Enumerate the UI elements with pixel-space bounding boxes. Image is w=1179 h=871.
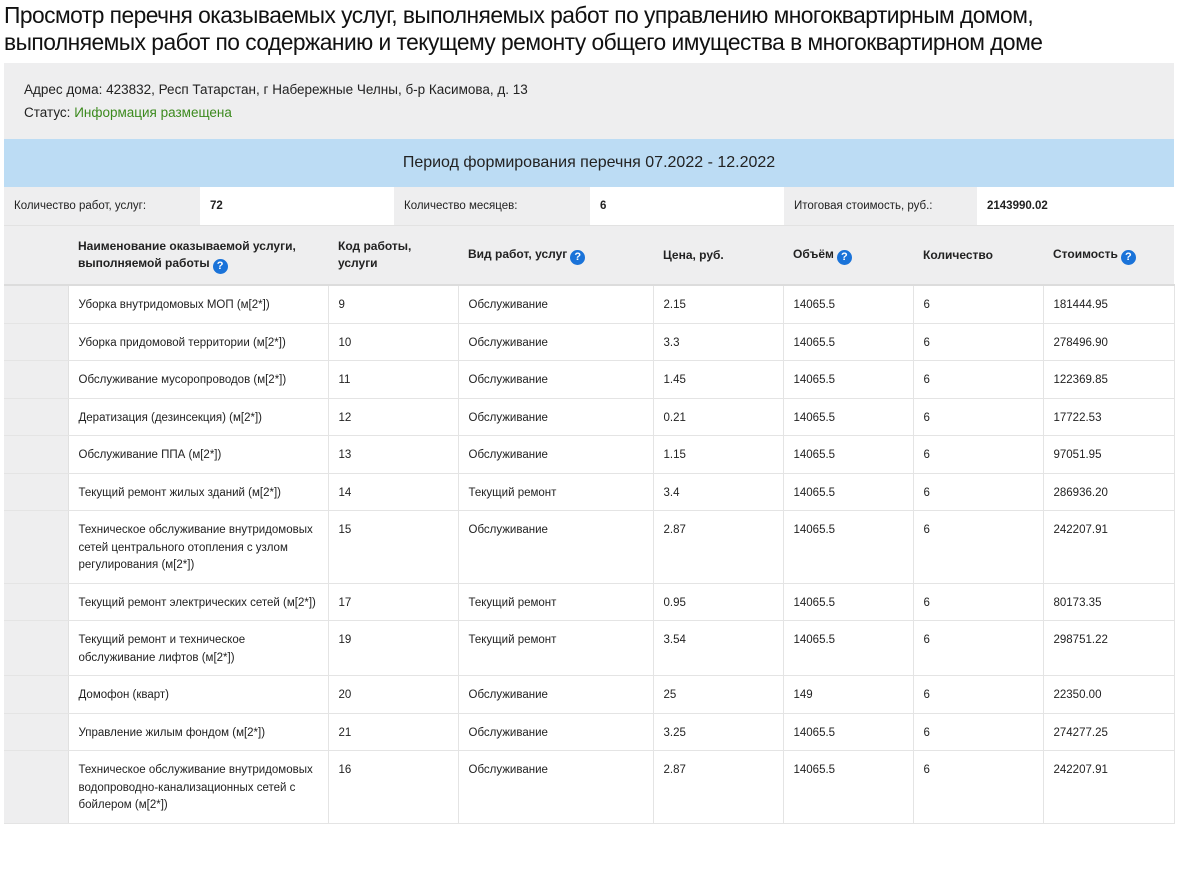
cell-quantity: 6 bbox=[913, 398, 1043, 436]
cell-price: 25 bbox=[653, 676, 783, 714]
cell-quantity: 6 bbox=[913, 361, 1043, 399]
cell-code: 11 bbox=[328, 361, 458, 399]
cell-code: 15 bbox=[328, 511, 458, 584]
cell-name: Обслуживание ППА (м[2*]) bbox=[68, 436, 328, 474]
cell-price: 3.25 bbox=[653, 713, 783, 751]
cell-price: 0.21 bbox=[653, 398, 783, 436]
cell-type: Обслуживание bbox=[458, 361, 653, 399]
row-number-cell bbox=[4, 361, 68, 399]
table-row bbox=[4, 713, 1174, 751]
cell-quantity: 6 bbox=[913, 621, 1043, 676]
cell-code: 16 bbox=[328, 751, 458, 824]
cell-quantity: 6 bbox=[913, 285, 1043, 323]
cell-quantity: 6 bbox=[913, 713, 1043, 751]
header-quantity bbox=[913, 226, 1043, 285]
question-circle-icon[interactable]: ? bbox=[213, 259, 228, 274]
cell-volume: 14065.5 bbox=[783, 398, 913, 436]
address-label: Адрес дома: bbox=[24, 82, 103, 97]
cell-cost: 242207.91 bbox=[1043, 511, 1174, 584]
header-name-label: Наименование оказываемой услуги, выполняемой работы bbox=[78, 239, 296, 270]
table-row bbox=[4, 361, 1174, 399]
cell-quantity: 6 bbox=[913, 511, 1043, 584]
status-label: Статус: bbox=[24, 105, 71, 120]
summary-bar bbox=[4, 187, 1174, 226]
works-count-label: Количество работ, услуг: bbox=[4, 187, 200, 225]
cell-volume: 14065.5 bbox=[783, 621, 913, 676]
question-circle-icon[interactable]: ? bbox=[837, 250, 852, 265]
header-price bbox=[653, 226, 783, 285]
cell-cost: 242207.91 bbox=[1043, 751, 1174, 824]
table-row bbox=[4, 511, 1174, 584]
cell-cost: 22350.00 bbox=[1043, 676, 1174, 714]
header-volume bbox=[783, 226, 913, 285]
cell-volume: 14065.5 bbox=[783, 751, 913, 824]
cell-quantity: 6 bbox=[913, 751, 1043, 824]
header-quantity-label: Количество bbox=[923, 247, 993, 262]
cell-price: 1.15 bbox=[653, 436, 783, 474]
cell-cost: 298751.22 bbox=[1043, 621, 1174, 676]
row-number-cell bbox=[4, 713, 68, 751]
cell-code: 13 bbox=[328, 436, 458, 474]
cell-quantity: 6 bbox=[913, 473, 1043, 511]
table-row bbox=[4, 398, 1174, 436]
cell-type: Текущий ремонт bbox=[458, 621, 653, 676]
question-circle-icon[interactable]: ? bbox=[1121, 250, 1136, 265]
header-type bbox=[458, 226, 653, 285]
cell-code: 21 bbox=[328, 713, 458, 751]
total-cost-value: 2143990.02 bbox=[987, 200, 1048, 212]
cell-cost: 286936.20 bbox=[1043, 473, 1174, 511]
row-number-cell bbox=[4, 676, 68, 714]
cell-price: 2.87 bbox=[653, 751, 783, 824]
cell-name: Управление жилым фондом (м[2*]) bbox=[68, 713, 328, 751]
services-table-wrapper bbox=[4, 226, 1174, 824]
table-row bbox=[4, 751, 1174, 824]
row-number-cell bbox=[4, 751, 68, 824]
address-value: 423832, Респ Татарстан, г Набережные Челны, б-р Касимова, д. 13 bbox=[106, 82, 528, 97]
cell-code: 9 bbox=[328, 285, 458, 323]
cell-cost: 17722.53 bbox=[1043, 398, 1174, 436]
cell-quantity: 6 bbox=[913, 676, 1043, 714]
cell-volume: 14065.5 bbox=[783, 436, 913, 474]
cell-name: Текущий ремонт электрических сетей (м[2*]) bbox=[68, 583, 328, 621]
cell-price: 0.95 bbox=[653, 583, 783, 621]
cell-volume: 14065.5 bbox=[783, 713, 913, 751]
cell-cost: 97051.95 bbox=[1043, 436, 1174, 474]
cell-code: 17 bbox=[328, 583, 458, 621]
cell-type: Обслуживание bbox=[458, 436, 653, 474]
cell-volume: 14065.5 bbox=[783, 473, 913, 511]
house-info-panel bbox=[4, 63, 1174, 139]
cell-code: 12 bbox=[328, 398, 458, 436]
page-title: Просмотр перечня оказываемых услуг, выполняемых работ по управлению многоквартирным домом, выполняемых работ по содержанию и текущему ремонту общего имущества в многоквартирном доме bbox=[4, 2, 1043, 55]
cell-quantity: 6 bbox=[913, 323, 1043, 361]
status-line bbox=[24, 105, 232, 120]
cell-type: Обслуживание bbox=[458, 751, 653, 824]
status-value: Информация размещена bbox=[74, 105, 232, 120]
cell-type: Обслуживание bbox=[458, 676, 653, 714]
services-table bbox=[4, 226, 1175, 824]
row-number-cell bbox=[4, 323, 68, 361]
address-line bbox=[24, 82, 528, 97]
row-number-cell bbox=[4, 473, 68, 511]
cell-type: Текущий ремонт bbox=[458, 583, 653, 621]
cell-volume: 14065.5 bbox=[783, 323, 913, 361]
cell-type: Обслуживание bbox=[458, 398, 653, 436]
total-cost-label: Итоговая стоимость, руб.: bbox=[784, 187, 977, 225]
cell-price: 2.87 bbox=[653, 511, 783, 584]
cell-volume: 14065.5 bbox=[783, 361, 913, 399]
cell-code: 14 bbox=[328, 473, 458, 511]
cell-cost: 278496.90 bbox=[1043, 323, 1174, 361]
months-value: 6 bbox=[600, 200, 607, 212]
table-row bbox=[4, 621, 1174, 676]
cell-name: Текущий ремонт жилых зданий (м[2*]) bbox=[68, 473, 328, 511]
table-row bbox=[4, 583, 1174, 621]
header-type-label: Вид работ, услуг bbox=[468, 246, 568, 261]
table-row bbox=[4, 473, 1174, 511]
cell-cost: 181444.95 bbox=[1043, 285, 1174, 323]
cell-price: 1.45 bbox=[653, 361, 783, 399]
header-cost-label: Стоимость bbox=[1053, 246, 1118, 261]
cell-volume: 149 bbox=[783, 676, 913, 714]
question-circle-icon[interactable]: ? bbox=[570, 250, 585, 265]
cell-cost: 122369.85 bbox=[1043, 361, 1174, 399]
cell-quantity: 6 bbox=[913, 583, 1043, 621]
cell-code: 10 bbox=[328, 323, 458, 361]
cell-name: Уборка внутридомовых МОП (м[2*]) bbox=[68, 285, 328, 323]
cell-type: Обслуживание bbox=[458, 511, 653, 584]
row-number-cell bbox=[4, 436, 68, 474]
table-body bbox=[4, 285, 1174, 823]
cell-price: 3.4 bbox=[653, 473, 783, 511]
row-number-cell bbox=[4, 511, 68, 584]
cell-volume: 14065.5 bbox=[783, 583, 913, 621]
table-header-row bbox=[4, 226, 1174, 285]
row-number-cell bbox=[4, 398, 68, 436]
cell-name: Дератизация (дезинсекция) (м[2*]) bbox=[68, 398, 328, 436]
cell-cost: 80173.35 bbox=[1043, 583, 1174, 621]
cell-type: Текущий ремонт bbox=[458, 473, 653, 511]
table-row bbox=[4, 285, 1174, 323]
header-price-label: Цена, руб. bbox=[663, 247, 724, 262]
period-header: Период формирования перечня 07.2022 - 12.2022 bbox=[4, 139, 1174, 187]
cell-type: Обслуживание bbox=[458, 323, 653, 361]
works-count-value: 72 bbox=[210, 200, 223, 212]
table-row bbox=[4, 676, 1174, 714]
header-code bbox=[328, 226, 458, 285]
header-name bbox=[68, 226, 328, 285]
cell-volume: 14065.5 bbox=[783, 285, 913, 323]
cell-name: Уборка придомовой территории (м[2*]) bbox=[68, 323, 328, 361]
header-volume-label: Объём bbox=[793, 246, 834, 261]
header-code-label: Код работы, услуги bbox=[338, 239, 412, 270]
row-number-cell bbox=[4, 285, 68, 323]
cell-code: 20 bbox=[328, 676, 458, 714]
cell-name: Обслуживание мусоропроводов (м[2*]) bbox=[68, 361, 328, 399]
months-label: Количество месяцев: bbox=[394, 187, 590, 225]
cell-price: 2.15 bbox=[653, 285, 783, 323]
cell-name: Техническое обслуживание внутридомовых сетей центрального отопления с узлом регулирования (м[2*]) bbox=[68, 511, 328, 584]
cell-price: 3.3 bbox=[653, 323, 783, 361]
row-number-cell bbox=[4, 621, 68, 676]
cell-quantity: 6 bbox=[913, 436, 1043, 474]
cell-name: Домофон (кварт) bbox=[68, 676, 328, 714]
cell-name: Текущий ремонт и техническое обслуживание лифтов (м[2*]) bbox=[68, 621, 328, 676]
table-row bbox=[4, 436, 1174, 474]
row-number-cell bbox=[4, 583, 68, 621]
cell-type: Обслуживание bbox=[458, 285, 653, 323]
header-cost bbox=[1043, 226, 1174, 285]
cell-name: Техническое обслуживание внутридомовых водопроводно-канализационных сетей с бойлером (м[2*]) bbox=[68, 751, 328, 824]
cell-volume: 14065.5 bbox=[783, 511, 913, 584]
cell-type: Обслуживание bbox=[458, 713, 653, 751]
header-number bbox=[4, 226, 68, 285]
table-row bbox=[4, 323, 1174, 361]
cell-code: 19 bbox=[328, 621, 458, 676]
cell-cost: 274277.25 bbox=[1043, 713, 1174, 751]
cell-price: 3.54 bbox=[653, 621, 783, 676]
